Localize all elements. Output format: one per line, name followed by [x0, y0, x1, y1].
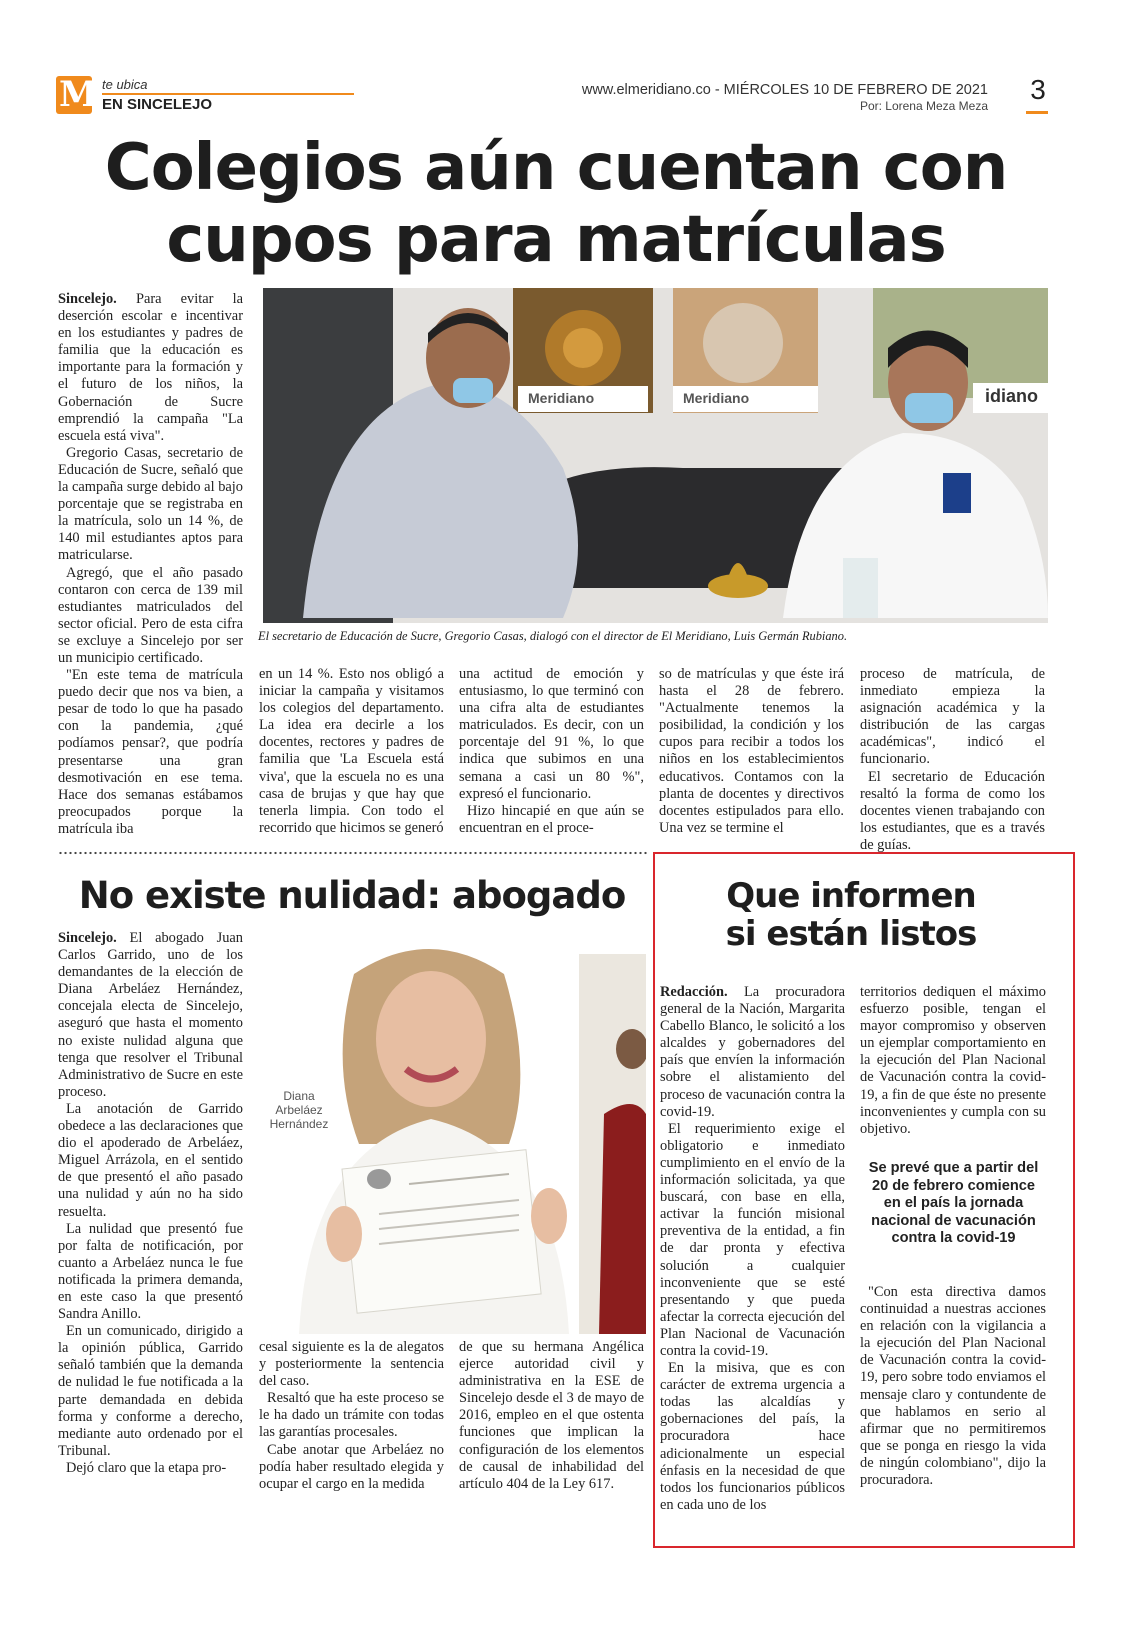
logo-icon: M	[56, 76, 92, 114]
article2-headline: No existe nulidad: abogado	[78, 874, 626, 917]
article2-column-3: de que su hermana Angélica ejerce autoridad civil y administrativa en la ESE de Sincelejo desde el 3 de mayo de 2016, empleo en el que ostenta funciones que implican la configuración de los elementos de causal de inhabilidad del artículo 404 de la Ley 617.	[459, 1339, 644, 1492]
article2-column-1: Sincelejo. El abogado Juan Carlos Garrido, uno de los demandantes de la elección de Diana Arbeláez Hernández, concejala electa de Sincelejo, aseguró que hasta el momento no existe nulidad alguna que tenga que resolver el Tribunal Administrativo de Sucre en este proceso. La anotación de Garrido obedece a las declaraciones que dio el apoderado de Arbeláez, Miguel Arrázola, en el sentido de que presentó el año pasado una nulidad y aún no ha sido resuelta. La nulidad que presentó fue por falta de notificación, por cuanto a Arbeláez nunca le fue notificada la primera demanda, en este caso la que presentó Sandra Anillo. En un comunicado, dirigido a la opinión pública, Garrido señaló también que la demanda de nulidad le fue notificada a la parte demandada en debida forma y conforme a derecho, mediante auto ordenado por el Tribunal. Dejó claro que la etapa pro-	[58, 930, 243, 1476]
page-number-rule	[1026, 111, 1048, 114]
photo-brand-2: Meridiano	[683, 390, 750, 406]
portrait-photo-illustration	[259, 934, 646, 1334]
pullquote: Se prevé que a partir del 20 de febrero comience en el país la jornada nacional de vacunación contra la covid-19	[868, 1160, 1039, 1246]
photo-brand-3: idiano	[985, 386, 1038, 406]
article1-photo	[263, 288, 1048, 623]
article2-photo	[259, 934, 646, 1334]
article1-column-4: so de matrículas y que éste irá hasta el 28 de febrero. "Actualmente tenemos la posibilidad, la condición y los cupos para recibir a todos los niños en los establecimientos educativos. Contamos con la planta de docentes y directivos docentes estipulados para ello. Una vez se termine el	[659, 666, 844, 836]
article1-headline: Colegios aún cuentan con cupos para matrículas	[104, 131, 1008, 277]
article1-column-2: en un 14 %. Esto nos obligó a iniciar la campaña y visitamos los colegios del departamento. La idea era decirle a los docentes, rectores y padres de familia que 'La Escuela está viva', que la escuela no es una casa de brujas y que hay que tenerla limpia. Con todo el recorrido que hicimos se generó	[259, 666, 444, 836]
site-date: www.elmeridiano.co - MIÉRCOLES 10 DE FEBRERO DE 2021	[581, 82, 988, 98]
section-header	[56, 76, 306, 116]
section-divider	[58, 851, 648, 855]
section-tag: te ubica	[102, 77, 148, 92]
section-name: EN SINCELEJO	[102, 96, 213, 113]
article3-column-1: Redacción. La procuradora general de la Nación, Margarita Cabello Blanco, le solicitó a los alcaldes y gobernadores del país que envíen la información sobre el alistamiento del proceso de vacunación contra la covid-19. El requerimiento exige el obligatorio e inmediato cumplimiento en el envío de la información solicitada, ya que buscará, con base en ella, activar la función misional preventiva de la entidad, a fin de dar pronta y efectiva solución a cualquier inconveniente que se esté presentando y que pueda afectar la correcta ejecución del Plan Nacional de Vacunación contra la covid-19. En la misiva, que es con carácter de extrema urgencia a todas las alcaldías y gobernaciones del país, la procuradora hace adicionalmente un especial énfasis en la necesidad de que todos los funcionarios públicos en cada uno de los	[660, 984, 845, 1513]
article3-column-2-bottom: "Con esta directiva damos continuidad a nuestras acciones en relación con la vigilancia a la ejecución del Plan Nacional de Vacunación contra la covid-19, pero sobre todo enviamos el mensaje claro y contundente de que hablamos en serio al afirmar que no permitiremos que se ponga en riesgo la vida de ningún colombiano", dijo la procuradora.	[860, 1284, 1046, 1489]
interview-photo-illustration	[263, 288, 1048, 623]
article1-column-1: Sincelejo. Para evitar la deserción escolar e incentivar en los estudiantes y padres de familia que la educación es importante para la formación y el futuro de los niños, la Gobernación de Sucre emprendió la campaña "La escuela está viva". Gregorio Casas, secretario de Educación de Sucre, señaló que la campaña surge debido al bajo porcentaje que se registraba en la matrícula, solo un 14 %, de 140 mil estudiantes aptos para matricularse. Agregó, que el año pasado contaron con cerca de 139 mil estudiantes matriculados del sector oficial. Pero de esta cifra se excluye a Sincelejo por ser un municipio certificado. "En este tema de matrícula puedo decir que nos va bien, a pesar de todo lo que ha pasado con la pandemia, ¿qué podíamos pensar?, que podría presentarse una gran desmotivación en ese tema. Hace dos semanas estábamos preocupados porque la matrícula iba	[58, 291, 243, 837]
photo-label: Diana Arbeláez Hernández	[269, 1089, 329, 1131]
photo-brand-1: Meridiano	[528, 390, 595, 406]
article1-photo-caption: El secretario de Educación de Sucre, Gregorio Casas, dialogó con el director de El Meridiano, Luis Germán Rubiano.	[258, 629, 848, 643]
article3-headline: Que informen si están listos	[725, 876, 977, 954]
section-rule	[102, 93, 354, 95]
article3-column-2: territorios dediquen el máximo esfuerzo posible, tengan el mayor compromiso y observen un ejemplar comportamiento en la ejecución del Plan Nacional de Vacunación contra la covid-19, a fin de que éste no presente inconvenientes y cumpla con su objetivo.	[860, 984, 1046, 1137]
article1-column-3: una actitud de emoción y entusiasmo, lo que terminó con una cifra alta de estudiantes matriculados. Es decir, con un porcentaje del 91 %, lo que indica que subimos en una semana a casi un 80 %", expresó el funcionario. Hizo hincapié en que aún se encuentran en el proce-	[459, 666, 644, 836]
article2-column-2: cesal siguiente es la de alegatos y posteriormente la sentencia del caso. Resaltó que ha este proceso se le ha dado un trámite con todas las garantías procesales. Cabe anotar que Arbeláez no podía haber resultado elegida y ocupar el cargo en la medida	[259, 1339, 444, 1492]
article1-column-5: proceso de matrícula, de inmediato empieza la asignación académica y la distribución de las cargas académicas", indicó el funcionario. El secretario de Educación resaltó la forma de como los docentes vienen trabajando con los estudiantes, que es a través de guías.	[860, 666, 1045, 853]
byline: Por: Lorena Meza Meza	[859, 99, 988, 113]
dateline: Sincelejo.	[58, 291, 117, 307]
page-number: 3	[1030, 74, 1046, 105]
